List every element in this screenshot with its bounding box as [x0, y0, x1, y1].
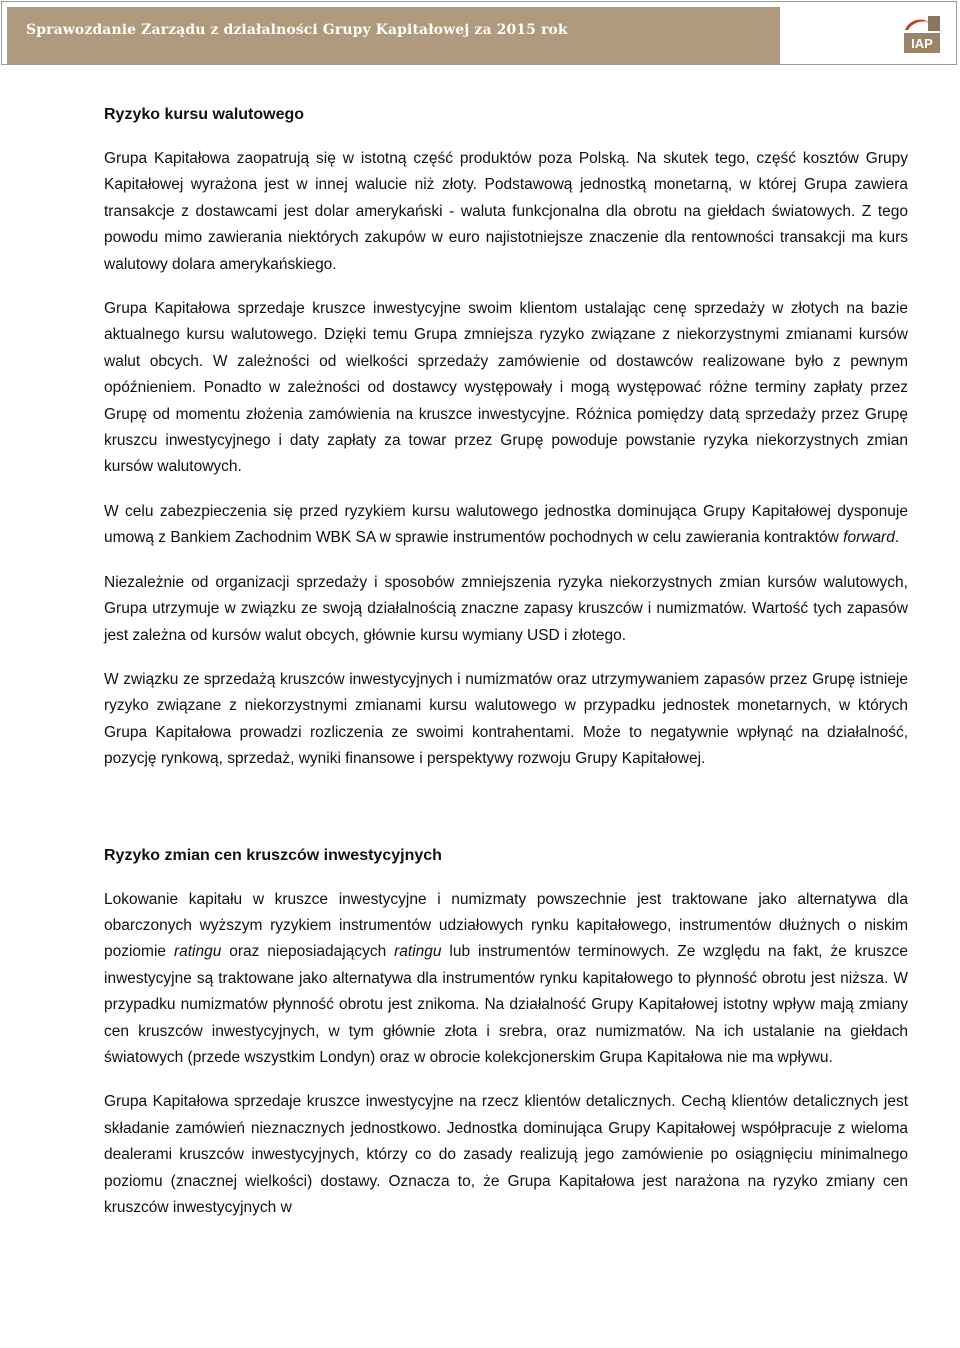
paragraph-text: Lokowanie kapitału w kruszce inwestycyjne i numizmaty powszechnie jest traktowane jako alternatywa dla obarczonych wyższym ryzykiem instrumentów udziałowych rynku kapitałowego, instrumentów dłużnych o niskim poziomie — [104, 890, 908, 961]
paragraph: Grupa Kapitałowa zaopatrują się w istotną część produktów poza Polską. Na skutek tego, część kosztów Grupy Kapitałowej wyrażona jest w innej walucie niż złoty. Podstawową jednostką monetarną, w której Grupa zawiera transakcje z dostawcami jest dolar amerykański - waluta funkcjonalna dla obrotu na giełdach światowych. Z tego powodu mimo zawierania niektórych zakupów w euro najistotniejsze znaczenie dla rentowności transakcji ma kurs walutowy dolara amerykańskiego. — [104, 150, 908, 273]
paragraph — [104, 887, 908, 1072]
logo-text: IAP — [911, 36, 933, 51]
header-bar — [7, 7, 780, 64]
paragraph-text: . — [894, 529, 900, 547]
paragraph-text: W celu zabezpieczenia się przed ryzykiem kursu walutowego jednostka dominująca Grupy Kapitałowej dysponuje umową z Bankiem Zachodnim WBK SA w sprawie instrumentów pochodnych w celu zawierania kontraktów — [104, 502, 908, 547]
paragraph: Niezależnie od organizacji sprzedaży i sposobów zmniejszenia ryzyka niekorzystnych zmian kursów walutowych, Grupa utrzymuje w związku ze swoją działalnością znaczne zapasy kruszców i numizmatów. Wartość tych zapasów jest zależna od kursów walut obcych, głównie kursu wymiany USD i złotego. — [104, 573, 908, 644]
section-heading-metal-price-risk: Ryzyko zmian cen kruszców inwestycyjnych — [104, 846, 442, 864]
italic-term: forward — [843, 529, 895, 547]
paragraph — [104, 499, 908, 552]
document-body — [104, 102, 908, 1221]
paragraph: Grupa Kapitałowa sprzedaje kruszce inwestycyjne swoim klientom ustalając cenę sprzedaży w złotych na bazie aktualnego kursu walutowego. Dzięki temu Grupa zmniejsza ryzyko związane z niekorzystnymi zmianami kursów walut obcych. W zależności od wielkości sprzedaży zamówienie od dostawców realizowane było z pewnym opóźnieniem. Ponadto w zależności od dostawcy występowały i mogą występować różne terminy zapłaty przez Grupę od momentu złożenia zamówienia na kruszce inwestycyjne. Różnica pomiędzy datą sprzedaży przez Grupę kruszcu inwestycyjnego i daty zapłaty za towar przez Grupę powoduje powstanie ryzyka niekorzystnych zmian kursów walutowych. — [104, 300, 908, 476]
italic-term: ratingu — [394, 943, 442, 961]
report-title: Sprawozdanie Zarządu z działalności Grupy Kapitałowej za 2015 rok — [26, 22, 568, 38]
italic-term: ratingu — [173, 943, 222, 961]
paragraph-text: lub instrumentów terminowych. Ze względu na fakt, że kruszce inwestycyjne są traktowane jako alternatywa dla instrumentów rynku kapitałowego to płynność obrotu jest niższa. W przypadku numizmatów płynność obrotu jest znikoma. Na działalność Grupy Kapitałowej istotny wpływ mają zmiany cen kruszców inwestycyjnych, w tym głównie złota i srebra, oraz numizmatów. Na ich ustalanie na giełdach światowych (przede wszystkim Londyn) oraz w obrocie kolekcjonerskim Grupa Kapitałowa nie ma wpływu. — [104, 943, 908, 1066]
paragraph-text: oraz nieposiadających — [221, 943, 395, 961]
paragraph: Grupa Kapitałowa sprzedaje kruszce inwestycyjne na rzecz klientów detalicznych. Cechą klientów detalicznych jest składanie zamówień nieznacznych jednostkowo. Jednostka dominująca Grupy Kapitałowej współpracuje z wieloma dealerami kruszców inwestycyjnych, którzy co do zasady realizują jego zamówienie po osiągnięciu minimalnego poziomu (znacznej wielkości) dostawy. Oznacza to, że Grupa Kapitałowa jest narażona na ryzyko zmiany cen kruszców inwestycyjnych w — [104, 1093, 908, 1216]
logo-bar-icon — [928, 16, 940, 31]
paragraph: W związku ze sprzedażą kruszców inwestycyjnych i numizmatów oraz utrzymywaniem zapasów przez Grupę istnieje ryzyko związane z niekorzystnymi zmianami kursu walutowego w przypadku jednostek monetarnych, w których Grupa Kapitałowa prowadzi rozliczenia ze swoimi kontrahentami. Może to negatywnie wpłynąć na działalność, pozycję rynkową, sprzedaż, wyniki finansowe i perspektywy rozwoju Grupy Kapitałowej. — [104, 670, 908, 768]
iap-logo — [901, 13, 943, 55]
section-heading-currency-risk: Ryzyko kursu walutowego — [104, 106, 305, 123]
page-header-frame — [1, 1, 957, 65]
